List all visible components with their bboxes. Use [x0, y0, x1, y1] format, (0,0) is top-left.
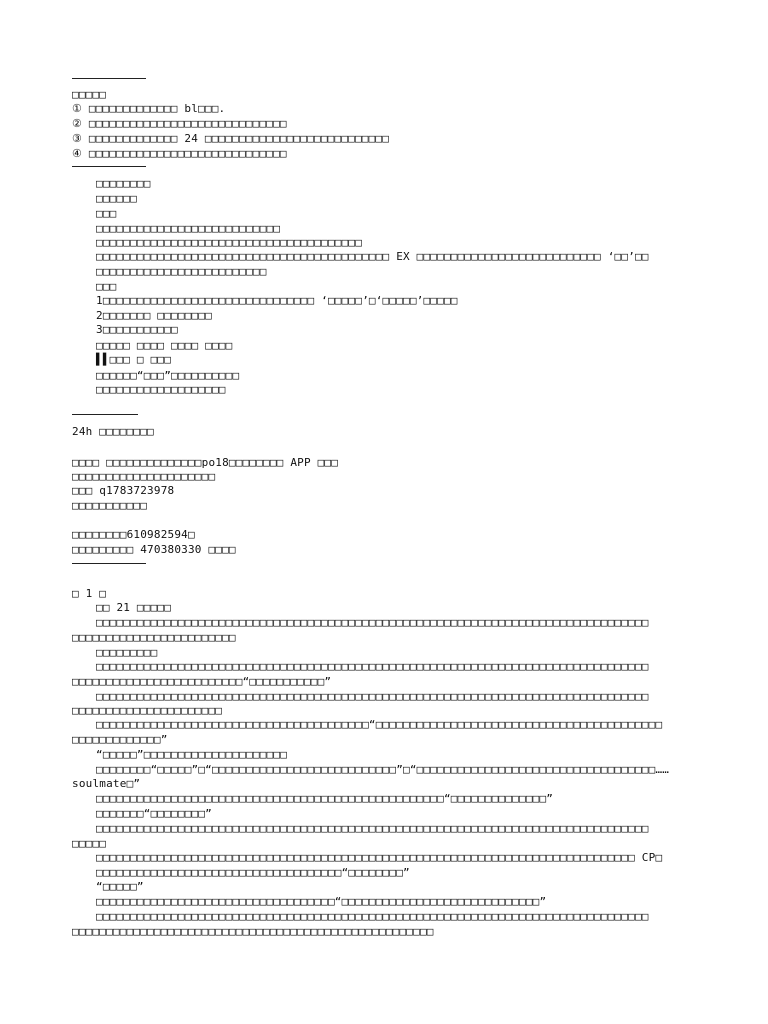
paragraph-line: □□ 21 □□□□□: [96, 601, 172, 614]
paragraph-line: □□□□□□□“□□□□□□□□”: [96, 807, 212, 820]
notice-line: □□□: [96, 280, 117, 293]
paragraph-line: “□□□□□”□□□□□□□□□□□□□□□□□□□□□: [96, 748, 288, 761]
notice-line: □□□□□□□□□□□□□□□□□□□□□□□□□□□: [96, 222, 281, 235]
contact-line: □□□ q1783723978: [72, 484, 175, 497]
paragraph-line: □□□□□□□□□□□□□□□□□□□□□□□□□□□□□□□□□□□□□□□□“□□□□□□□□□□□□□□□□□□□□□□□□□□□□□□□□□□□□□□□□□□: [96, 718, 663, 731]
paragraph-line: □□□□□□□□□□□□□□□□□□□□□□□□□□□□□□□□□□□□□□□□□□□□□□□□□□□“□□□□□□□□□□□□□□”: [96, 792, 554, 805]
paragraph-line: □□□□□: [72, 837, 107, 850]
contact-line: □□□□□□□□□□□□□□□□□□□□□: [72, 470, 216, 483]
divider: [72, 78, 146, 79]
paragraph-line: “□□□□□”: [96, 880, 144, 893]
notice-line: 1□□□□□□□□□□□□□□□□□□□□□□□□□□□□□□□ ‘□□□□□’□‘□□□□□’□□□□□: [96, 294, 458, 307]
notice-line: 3□□□□□□□□□□□: [96, 323, 178, 336]
paragraph-line: soulmate□”: [72, 777, 141, 790]
paragraph-line: □□□□□□□□□□□□□□□□□□□□□□□□□□□□□□□□□□□“□□□□□□□□□□□□□□□□□□□□□□□□□□□□□”: [96, 895, 547, 908]
paragraph-line: □□□□□□□□□□□□□□□□□□□□□□□□□□□□□□□□□□□□□□□□□□□□□□□□□□□□□□□□□□□□□□□□□□□□□□□□□□□□□□□□□: [96, 616, 649, 629]
list-item: ② □□□□□□□□□□□□□□□□□□□□□□□□□□□□□: [72, 117, 287, 130]
notice-line: 2□□□□□□□ □□□□□□□□: [96, 309, 212, 322]
divider: [72, 166, 146, 167]
list-item: ④ □□□□□□□□□□□□□□□□□□□□□□□□□□□□□: [72, 147, 287, 160]
section-heading: □□□□□: [72, 88, 107, 101]
list-item: ③ □□□□□□□□□□□□□ 24 □□□□□□□□□□□□□□□□□□□□□□□□□□□: [72, 132, 390, 145]
notice-line: □□□□□□□□□□□□□□□□□□□□□□□□□□□□□□□□□□□□□□□: [96, 236, 363, 249]
notice-line: □□□□□□□□□□□□□□□□□□□□□□□□□: [96, 265, 267, 278]
contact-line: 24h □□□□□□□□: [72, 425, 154, 438]
notice-line: □□□□□□“□□□”□□□□□□□□□□: [96, 369, 240, 382]
paragraph-line: □□□□□□□□□□□□□”: [72, 733, 168, 746]
paragraph-line: □□□□□□□□□□□□□□□□□□□□□□□□□□□□□□□□□□□□□□□□□□□□□□□□□□□□□□□□□□□□□□□□□□□□□□□□□□□□□□□□□: [96, 910, 649, 923]
divider: [72, 563, 146, 564]
paragraph-line: □□□□□□□□□□□□□□□□□□□□□□□□: [72, 631, 236, 644]
chapter-title: □ 1 □: [72, 587, 107, 600]
paragraph-line: □□□□□□□□□□□□□□□□□□□□□□□□□□□□□□□□□□□□□□□□□□□□□□□□□□□□□□□□□□□□□□□□□□□□□□□□□□□□□□□ CP□: [96, 851, 663, 864]
notice-line: ▌▌□□□ □ □□□: [96, 353, 172, 366]
paragraph-line: □□□□□□□□□: [96, 646, 158, 659]
notice-line: □□□□□□: [96, 192, 137, 205]
divider: [72, 414, 138, 415]
paragraph-line: □□□□□□□□□□□□□□□□□□□□□□□□□□□□□□□□□□□□“□□□□□□□□”: [96, 866, 410, 879]
paragraph-line: □□□□□□□□□□□□□□□□□□□□□□□□□□□□□□□□□□□□□□□□□□□□□□□□□□□□□: [72, 925, 434, 938]
notice-line: □□□□□□□□□□□□□□□□□□□: [96, 383, 226, 396]
contact-line: □□□□□□□□□ 470380330 □□□□: [72, 543, 236, 556]
paragraph-line: □□□□□□□□□□□□□□□□□□□□□□: [72, 704, 223, 717]
contact-line: □□□□□□□□□□□: [72, 499, 148, 512]
notice-line: □□□: [96, 207, 117, 220]
paragraph-line: □□□□□□□□□□□□□□□□□□□□□□□□□□□□□□□□□□□□□□□□□□□□□□□□□□□□□□□□□□□□□□□□□□□□□□□□□□□□□□□□□: [96, 822, 649, 835]
notice-line: □□□□□□□□□□□□□□□□□□□□□□□□□□□□□□□□□□□□□□□□□□□ EX □□□□□□□□□□□□□□□□□□□□□□□□□□□ ‘□□’□□: [96, 250, 649, 263]
list-item: ① □□□□□□□□□□□□□ bl□□□.: [72, 102, 226, 115]
paragraph-line: □□□□□□□□“□□□□□”□“□□□□□□□□□□□□□□□□□□□□□□□□□□□”□“□□□□□□□□□□□□□□□□□□□□□□□□□□□□□□□□□□□……: [96, 763, 670, 776]
paragraph-line: □□□□□□□□□□□□□□□□□□□□□□□□□□□□□□□□□□□□□□□□□□□□□□□□□□□□□□□□□□□□□□□□□□□□□□□□□□□□□□□□□: [96, 660, 649, 673]
contact-line: □□□□□□□□610982594□: [72, 528, 195, 541]
contact-line: □□□□ □□□□□□□□□□□□□□po18□□□□□□□□ APP □□□: [72, 456, 339, 469]
paragraph-line: □□□□□□□□□□□□□□□□□□□□□□□□□“□□□□□□□□□□□”: [72, 675, 332, 688]
notice-line: □□□□□ □□□□ □□□□ □□□□: [96, 339, 233, 352]
notice-line: □□□□□□□□: [96, 177, 151, 190]
paragraph-line: □□□□□□□□□□□□□□□□□□□□□□□□□□□□□□□□□□□□□□□□□□□□□□□□□□□□□□□□□□□□□□□□□□□□□□□□□□□□□□□□□: [96, 690, 649, 703]
